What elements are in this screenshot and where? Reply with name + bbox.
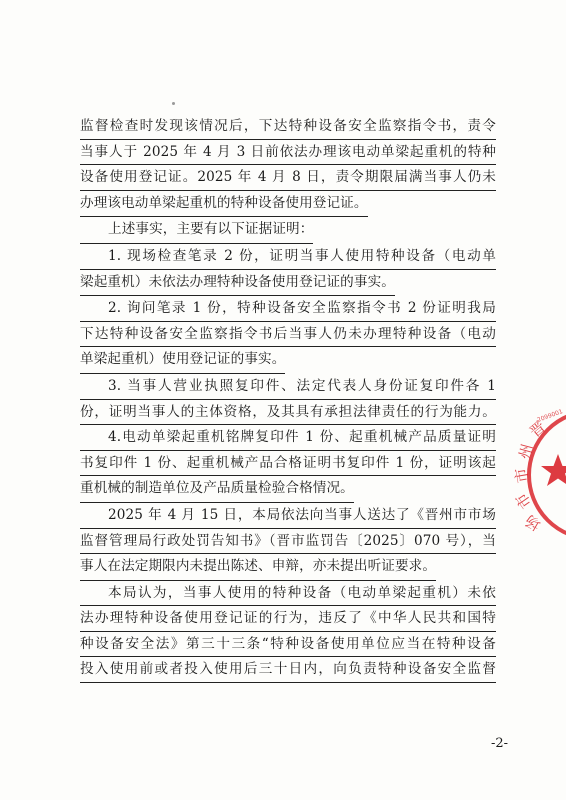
text-line: 法办理特种设备使用登记证的行为，违反了《中华人民共和国特 [80, 606, 496, 632]
text-line: 上述事实，主要有以下证据证明： [80, 217, 313, 244]
text-line: 当事人于 2025 年 4 月 3 日前依法办理该电动单梁起重机的特种 [80, 140, 496, 166]
text-line: 1. 现场检查笔录 2 份，证明当事人使用特种设备（电动单 [80, 244, 496, 270]
seal-ring [529, 411, 566, 539]
text-line: 设备使用登记证。2025 年 4 月 8 日，责令期限届满当事人仍未 [80, 165, 496, 191]
scan-speck [172, 102, 175, 105]
text-line: 重机械的制造单位及产品质量检验合格情况。 [80, 476, 354, 503]
text-line: 监督管理局行政处罚告知书》（晋市监罚告〔2025〕070 号），当 [80, 529, 496, 555]
text-line: 书复印件 1 份、起重机械产品合格证明书复印件 1 份，证明该起 [80, 451, 496, 477]
text-line: 下达特种设备安全监察指令书后当事人仍未办理特种设备（电动 [80, 322, 496, 348]
text-line: 2. 询问笔录 1 份，特种设备安全监察指令书 2 份证明我局 [80, 296, 496, 322]
text-line: 梁起重机）未依法办理特种设备使用登记证的事实。 [80, 270, 395, 297]
text-line: 种设备安全法》第三十三条“特种设备使用单位应当在特种设备 [80, 632, 496, 658]
seal-char: 场 [521, 511, 544, 535]
text-line: 本局认为，当事人使用的特种设备（电动单梁起重机）未依 [80, 581, 496, 607]
text-line: 2025 年 4 月 15 日，本局依法向当事人送达了《晋州市市场 [80, 503, 496, 529]
seal-char: 市 [511, 489, 536, 513]
text-line: 单梁起重机）使用登记证的事实。 [80, 347, 285, 374]
text-line: 监督检查时发现该情况后，下达特种设备安全监察指令书，责令 [80, 114, 496, 140]
text-line: 事人在法定期限内未提出陈述、申辩，亦未提出听证要求。 [80, 554, 436, 581]
document-body [80, 114, 496, 683]
seal-char: 州 [515, 441, 537, 462]
text-line: 投入使用前或者投入使用后三十日内，向负责特种设备安全监督 [80, 657, 496, 683]
seal-char: 市 [511, 466, 532, 485]
text-line: 3. 当事人营业执照复印件、法定代表人身份证复印件各 1 [80, 374, 496, 400]
page-number: -2- [490, 736, 508, 751]
seal-char: 晋 [526, 417, 550, 442]
official-seal [511, 400, 566, 550]
seal-serial: 2099001 [536, 408, 564, 424]
text-line: 4.电动单梁起重机铭牌复印件 1 份、起重机械产品质量证明 [80, 425, 496, 451]
text-line: 办理该电动单梁起重机的特种设备使用登记证。 [80, 191, 368, 218]
seal-star-icon [541, 454, 566, 486]
text-line: 份，证明当事人的主体资格，及其具有承担法律责任的行为能力。 [80, 400, 496, 426]
